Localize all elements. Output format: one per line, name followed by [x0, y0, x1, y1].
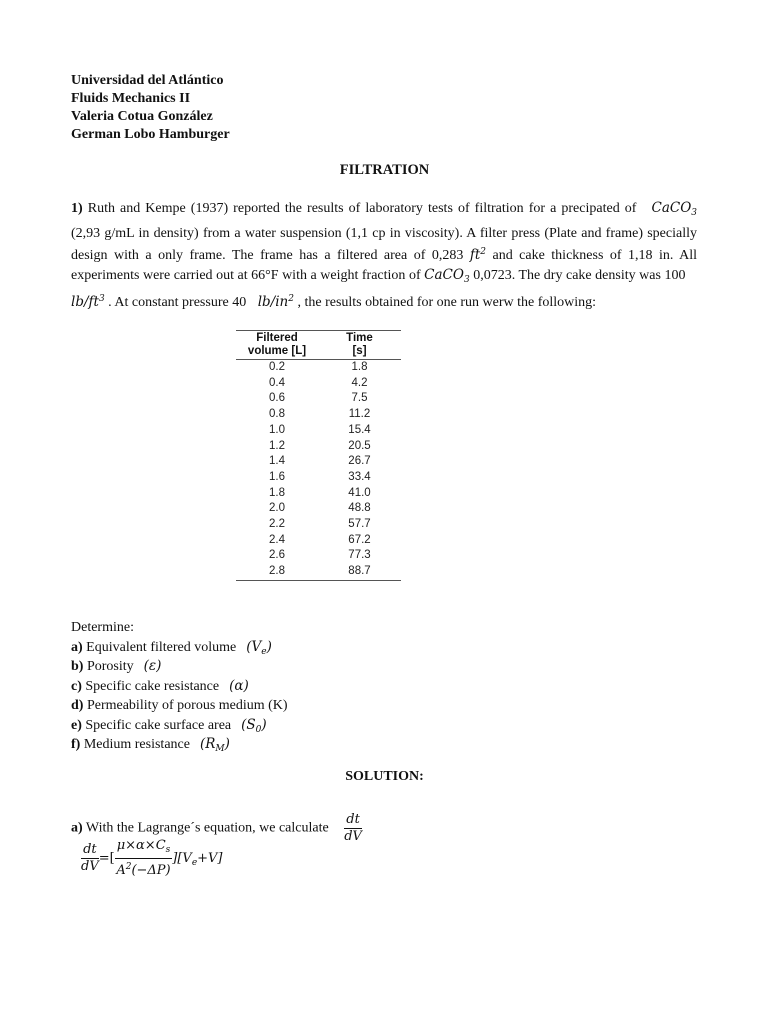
- table-row: [236, 439, 401, 455]
- cell-filtered-volume: 1.8: [269, 486, 285, 499]
- symbol-base: (S: [241, 716, 256, 733]
- header-time-line1: Time: [346, 332, 373, 344]
- course-name: Fluids Mechanics II: [71, 91, 191, 106]
- cell-time: 67.2: [348, 533, 371, 546]
- header-time-line2: [s]: [352, 345, 367, 357]
- determine-item-letter: a): [71, 639, 83, 655]
- eq-close-bracket: ][V: [172, 851, 192, 866]
- table-row: [236, 533, 401, 549]
- problem-text-2: (2,93 g/mL in density) from a water suspension (1,1 cp in viscosity). A filter press (Plate and frame) specially design with a only frame. The frame has a filtered area of 0,283: [71, 225, 697, 263]
- cell-time: 26.7: [348, 455, 371, 468]
- table-row: [236, 501, 401, 517]
- cell-time: 15.4: [348, 423, 371, 436]
- determine-item-letter: b): [71, 659, 84, 674]
- cell-filtered-volume: 2.8: [236, 564, 318, 580]
- eq-num-text: μ×α×C: [116, 838, 166, 853]
- eq-open-bracket: =[: [98, 851, 115, 866]
- solution-heading: SOLUTION:: [345, 769, 424, 784]
- cell-time: 77.3: [348, 549, 371, 562]
- problem-text-6: , the results obtained for one run werw the following:: [293, 295, 597, 310]
- table-row: [236, 391, 401, 407]
- symbol-base: (R: [199, 736, 216, 752]
- dv-denominator: dV: [344, 829, 362, 844]
- symbol-close: ): [156, 658, 162, 674]
- cell-filtered-volume: 2.2: [269, 518, 285, 531]
- determine-item: [71, 657, 288, 677]
- cell-time: 11.2: [348, 408, 371, 421]
- determine-item-text: Porosity: [83, 659, 134, 674]
- eq-rhs-fraction: [115, 838, 173, 879]
- table-row: [236, 517, 401, 533]
- cell-time: 57.7: [348, 518, 371, 531]
- eq-den-a: A: [116, 863, 126, 878]
- eq-lhs-den: dV: [81, 859, 99, 874]
- table-row: [236, 376, 401, 392]
- cell-filtered-volume: 2.0: [269, 502, 285, 515]
- determine-item-symbol: [229, 678, 249, 694]
- eq-tail: +V]: [197, 851, 223, 866]
- cell-time: 88.7: [318, 564, 401, 580]
- solution-a-line: [71, 812, 362, 845]
- cell-filtered-volume: 1.2: [269, 439, 285, 452]
- author-2: German Lobo Hamburger: [71, 127, 230, 142]
- eq-rhs-num: [115, 838, 173, 859]
- determine-item-letter: e): [71, 717, 82, 733]
- problem-text-4: 0,0723. The dry cake density was 100: [469, 267, 689, 283]
- determine-item-symbol: [246, 639, 272, 655]
- lbin-unit: [258, 294, 294, 310]
- header-filtered-volume-line2: volume [L]: [247, 345, 307, 357]
- determine-item: [71, 716, 288, 736]
- eq-lhs-fraction: [81, 842, 99, 875]
- solution-a-letter: a): [71, 820, 83, 836]
- table-body: [236, 360, 401, 581]
- determine-item: [71, 638, 288, 658]
- determine-item-symbol: [200, 736, 230, 752]
- determine-item-symbol: [144, 658, 162, 674]
- caco3-base-2: CaCO: [424, 266, 464, 283]
- header-time: [318, 331, 401, 360]
- cell-filtered-volume: 0.8: [269, 408, 285, 421]
- determine-section: [71, 618, 288, 755]
- determine-item-letter: f): [71, 737, 81, 752]
- table-header-row: [236, 331, 401, 360]
- author-1: Valeria Cotua González: [71, 109, 213, 124]
- cell-filtered-volume: 2.6: [269, 549, 285, 562]
- determine-item-symbol: [241, 717, 267, 733]
- determine-item-letter: c): [71, 678, 82, 694]
- table-row: [236, 548, 401, 564]
- determine-item-text: Specific cake resistance: [81, 678, 220, 694]
- cell-time: 33.4: [348, 470, 371, 483]
- cell-time: 7.5: [351, 392, 368, 405]
- table-row: [236, 407, 401, 423]
- header-filtered-volume-line1: Filtered: [256, 332, 298, 344]
- determine-item-letter: d): [71, 698, 84, 713]
- cell-filtered-volume: 0.4: [269, 376, 285, 389]
- problem-statement: [71, 199, 697, 313]
- lbft-base: lb/ft: [71, 294, 99, 310]
- problem-text-3: and cake thickness of 1,18 in. All experiments were carried out at 66°F with a weight fraction of: [71, 248, 697, 283]
- eq-den-exp: 2: [125, 862, 132, 872]
- header-filtered-volume: [236, 331, 318, 360]
- determine-item-text: Medium resistance: [80, 737, 190, 752]
- dt-numerator: dt: [344, 812, 362, 829]
- eq-den-b: (−ΔP): [131, 863, 171, 878]
- cell-filtered-volume: 0.6: [269, 392, 285, 405]
- symbol-sub: M: [215, 744, 225, 754]
- cell-time: 20.5: [348, 439, 371, 452]
- lagrange-equation: [81, 838, 223, 879]
- symbol-close: ): [261, 716, 267, 733]
- problem-number: 1): [71, 201, 83, 216]
- eq-num-sub: s: [165, 845, 171, 855]
- problem-text-1: Ruth and Kempe (1937) reported the results of laboratory tests of filtration for a precipated of: [82, 201, 642, 216]
- table-row: [236, 470, 401, 486]
- symbol-base: (V: [246, 638, 262, 655]
- lbft-unit: [71, 294, 105, 310]
- cell-filtered-volume: 1.6: [269, 470, 285, 483]
- table-row: [236, 423, 401, 439]
- filtration-data-table: [236, 330, 401, 581]
- table-row: [236, 486, 401, 502]
- determine-item-text: Permeability of porous medium (K): [83, 698, 288, 713]
- lbin-exp: 2: [288, 294, 294, 304]
- table-row: [236, 360, 401, 376]
- cell-time: 4.2: [351, 376, 368, 389]
- document-title: FILTRATION: [339, 162, 430, 178]
- university-name: Universidad del Atlántico: [71, 73, 224, 88]
- eq-lhs-num: dt: [81, 842, 99, 859]
- symbol-sub: e: [261, 646, 267, 657]
- determine-label: Determine:: [71, 620, 134, 635]
- cell-time: 41.0: [348, 486, 371, 499]
- determine-item: [71, 735, 288, 755]
- symbol-close: ): [224, 736, 230, 752]
- symbol-sub: 0: [255, 724, 262, 735]
- determine-item: [71, 677, 288, 697]
- ft-exp: 2: [480, 247, 486, 257]
- cell-filtered-volume: 0.2: [269, 361, 285, 373]
- cell-filtered-volume: 2.4: [269, 533, 285, 546]
- lbin-base: lb/in: [257, 294, 289, 310]
- symbol-base: (ε: [143, 658, 157, 674]
- eq-ve-sub: e: [191, 858, 198, 868]
- determine-item-text: Specific cake surface area: [81, 717, 232, 733]
- cell-time: 48.8: [348, 502, 371, 515]
- cell-time: 1.8: [351, 361, 368, 373]
- caco3-base: CaCO: [651, 200, 692, 216]
- caco3-sub: 3: [691, 208, 697, 218]
- eq-rhs-den: [115, 859, 173, 879]
- symbol-close: ): [243, 677, 249, 694]
- symbol-base: (α: [229, 677, 244, 694]
- ft-unit: [470, 247, 486, 263]
- table-row: [236, 454, 401, 470]
- document-page: [71, 72, 698, 310]
- caco3-formula-2: [424, 267, 470, 283]
- symbol-close: ): [266, 638, 272, 655]
- solution-a-text: With the Lagrange´s equation, we calculate: [82, 820, 329, 836]
- determine-list: [71, 638, 288, 755]
- caco3-sub-2: 3: [463, 274, 470, 285]
- ft-base: ft: [469, 247, 481, 263]
- dt-dv-fraction: [344, 812, 362, 845]
- problem-text-5: . At constant pressure 40: [104, 295, 250, 310]
- lbft-exp: 3: [98, 294, 105, 304]
- determine-item-text: Equivalent filtered volume: [82, 639, 237, 655]
- table-row: [236, 564, 401, 580]
- cell-filtered-volume: 1.0: [269, 423, 285, 436]
- cell-filtered-volume: 1.4: [269, 455, 285, 468]
- caco3-formula: [651, 200, 697, 216]
- determine-item: [71, 696, 288, 716]
